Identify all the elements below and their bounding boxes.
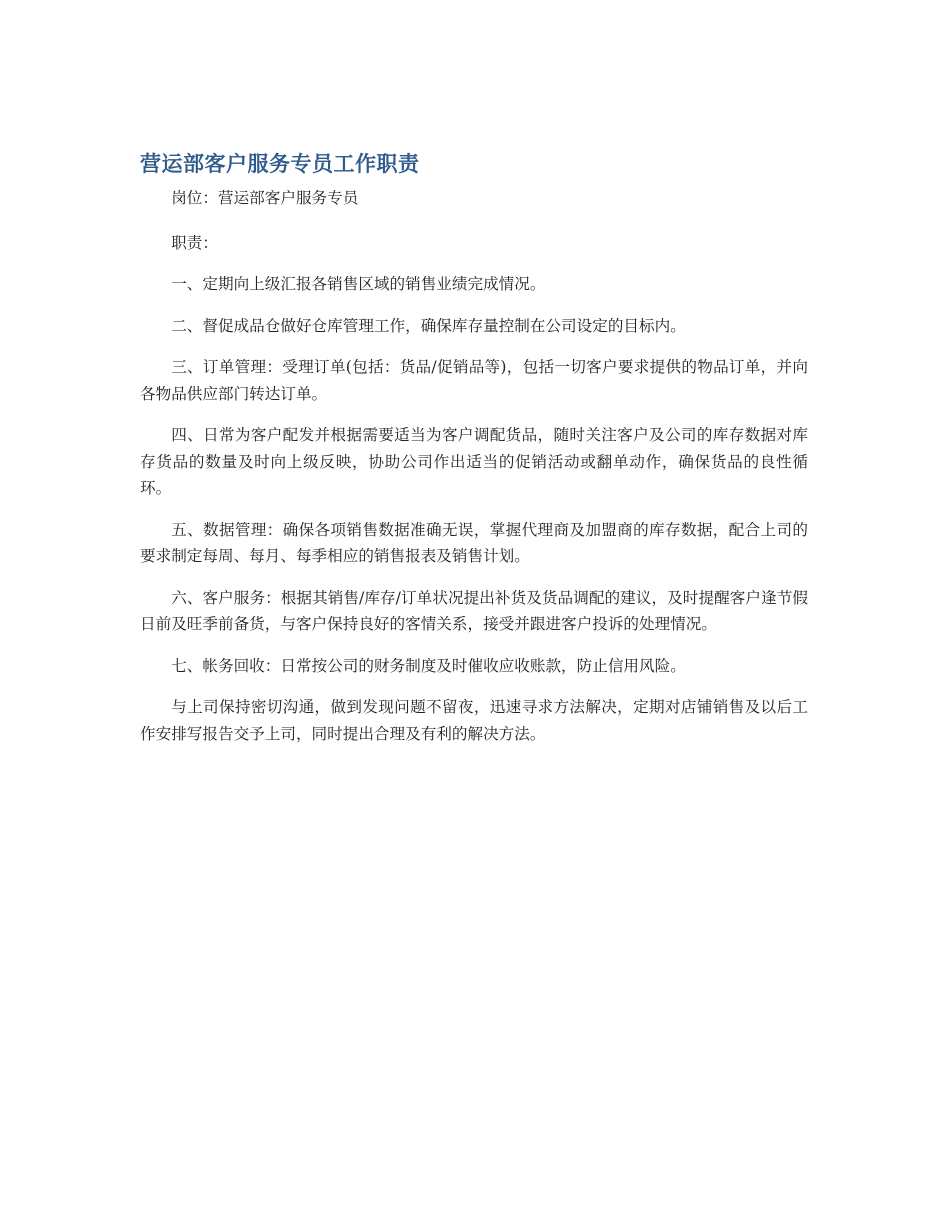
position-line: 岗位：营运部客户服务专员 <box>171 189 359 207</box>
duty-item-2: 二、督促成品仓做好仓库管理工作，确保库存量控制在公司设定的目标内。 <box>171 316 686 335</box>
document-content <box>140 148 808 762</box>
document-title: 营运部客户服务专员工作职责 <box>140 152 420 176</box>
duty-item-7: 七、帐务回收：日常按公司的财务制度及时催收应收账款，防止信用风险。 <box>171 656 686 675</box>
duties-heading: 职责： <box>171 233 218 252</box>
duty-item-3: 三、订单管理：受理订单(包括：货品/促销品等)，包括一切客户要求提供的物品订单，并向各物品供应部门转达订单。 <box>140 358 808 403</box>
duty-item-5: 五、数据管理：确保各项销售数据准确无误，掌握代理商及加盟商的库存数据，配合上司的要求制定每周、每月、每季相应的销售报表及销售计划。 <box>140 520 808 565</box>
duty-item-6: 六、客户服务：根据其销售/库存/订单状况提出补货及货品调配的建议，及时提醒客户逢节假日前及旺季前备货，与客户保持良好的客情关系，接受并跟进客户投诉的处理情况。 <box>140 588 808 633</box>
duty-item-4: 四、日常为客户配发并根据需要适当为客户调配货品，随时关注客户及公司的库存数据对库存货品的数量及时向上级反映，协助公司作出适当的促销活动或翻单动作，确保货品的良性循环。 <box>140 426 808 497</box>
closing-paragraph: 与上司保持密切沟通，做到发现问题不留夜，迅速寻求方法解决，定期对店铺销售及以后工作安排写报告交予上司，同时提出合理及有利的解决方法。 <box>140 698 808 743</box>
duty-item-1: 一、定期向上级汇报各销售区域的销售业绩完成情况。 <box>171 275 546 293</box>
